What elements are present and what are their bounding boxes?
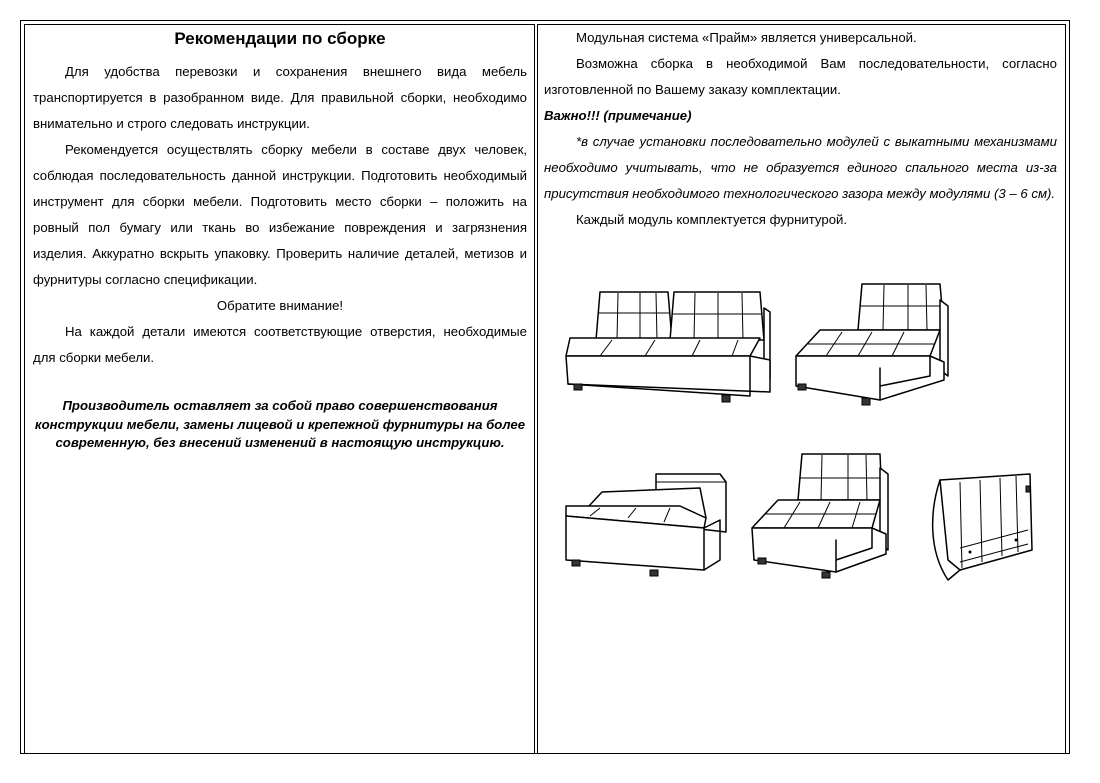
two-seat-module-illustration xyxy=(566,292,770,402)
back-panel-illustration xyxy=(933,474,1032,580)
paragraph-modular-system: Модульная система «Прайм» является универсальной. xyxy=(576,30,917,45)
attention-heading: Обратите внимание! xyxy=(216,298,344,313)
paragraph-recommendations: Рекомендуется осуществлять сборку мебели в составе двух человек, соблюдая последовательность данной инструкции. Подготовить необходимый инструмент для сборки мебели. Подготовить место сборки – положить на ровный пол бумагу или ткань во избежание повреждения и загрязнения изделия. Аккуратно вскрыть упаковку. Проверить наличие деталей, метизов и фурнитуры согласно спецификации. xyxy=(33,142,527,287)
important-note: *в случае установки последовательно модулей с выкатными механизмами необходимо учитывать, что не образуется единого спального места из-за присутствия необходимого технологического зазора между модулями (3 – 6 см). xyxy=(544,134,1057,201)
important-label: Важно!!! (примечание) xyxy=(544,108,692,123)
pull-out-module-illustration xyxy=(566,474,726,576)
manufacturer-notice: Производитель оставляет за собой право совершенствования конструкции мебели, замены лицевой и крепежной фурнитуры на более современную, без внесений изменений в настоящую инструкцию. xyxy=(34,398,526,450)
armchair-module-illustration xyxy=(752,454,888,578)
paragraph-assembly-order: Возможна сборка в необходимой Вам последовательности, согласно изготовленной по Вашему заказу комплектации. xyxy=(544,56,1057,97)
paragraph-holes: На каждой детали имеются соответствующие отверстия, необходимые для сборки мебели. xyxy=(33,324,527,365)
paragraph-hardware: Каждый модуль комплектуется фурнитурой. xyxy=(576,212,848,227)
paragraph-transport: Для удобства перевозки и сохранения внешнего вида мебель транспортируется в разобранном виде. Для правильной сборки, необходимо внимательно и строго следовать инструкции. xyxy=(33,64,527,131)
single-module-with-back-illustration xyxy=(796,284,948,405)
page-title: Рекомендации по сборке xyxy=(174,29,386,48)
